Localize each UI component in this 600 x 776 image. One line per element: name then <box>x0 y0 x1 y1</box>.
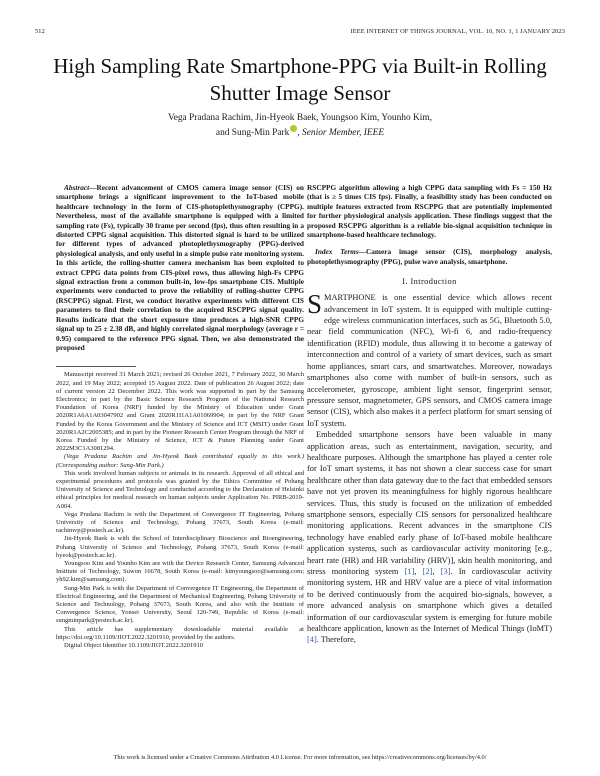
author-line-2 <box>60 125 540 140</box>
section-heading-introduction: I. Introduction <box>402 277 457 287</box>
intro-paragraph-2-text-c: . Therefore, <box>316 635 356 645</box>
citation-separator-2: , <box>432 567 441 576</box>
footnote-contribution: (Vega Pradana Rachim and Jin-Hyeok Baek contributed equally to this work.) (Corresponding author: Sung-Min Park.) <box>56 453 304 469</box>
intro-paragraph-1 <box>307 289 552 429</box>
abstract-continued: RSCPPG algorithm allowing a high CPPG data sampling with Fs = 150 Hz (that is ≥ 5 times CIS fps). Finally, a feasibility study has been conducted on multiple features extracted from RSCPPG that are potentially implemented for further physiological analysis application. These findings suggest that the proposed RSCPPG algorithm is a reliable bio-signal acquisition technique in smartphone-based healthcare technology. <box>307 183 552 240</box>
abstract-label: Abstract <box>64 183 90 192</box>
author-line-1: Vega Pradana Rachim, Jin-Hyeok Baek, Youngsoo Kim, Younho Kim, <box>167 113 433 123</box>
author-block <box>60 112 540 140</box>
index-terms-label: Index Terms <box>315 247 359 257</box>
abstract-text-left: Recent advancement of CMOS camera image sensor (CIS) on smartphone brings a significant improvement to the IoT-based mobile healthcare technology in the form of CIS-photoplethysmography (CPPG). Nevertheless, most of the available smartphone is equipped with a limited sampling rate (Fs), typically 30 frame per second (fps), thus often resulting in a distorted CPPG signal acquisition. This distorted signal is hard to be utilized for different types of advanced photoplethysmography (PPG)-derived physiological analysis, and only useful in a simple pulse rate monitoring system. In this article, the rolling-shutter camera mechanism has been exploited to extract CPPG data points from CIS-pixel rows, thus allowing high-Fs CPPG signal extraction from a common built-in, low-fps smartphone CIS. Multiple experiments were conducted to prove the reliability of rolling-shutter CPPG (RSCPPG) signal. First, we conduct iterative experiments with different CIS parameters to find their correlation to the acquired RSCPPG signal quality. Results indicate that the short exposure time produces a high-SNR CPPG signal up to 25 ± 2.38 dB, and highly correlated signal morphology (average r = 0.95) compared to the reference PPG signal. Then, we also demonstrated the proposed <box>56 183 304 352</box>
citation-link-1[interactable]: [1] <box>404 567 415 576</box>
index-terms-text: Camera image sensor (CIS), morphology analysis, photoplethysmography (PPG), pulse wave analysis, smartphone. <box>307 247 553 266</box>
footnote-author-baek: Jin-Hyeok Baek is with the School of Interdisciplinary Bioscience and Bioengineering, Pohang University of Science and Technology, Pohang 37673, South Korea (e-mail: hyeok@postech.ac.kr). <box>56 535 304 559</box>
footnote-author-rachim: Vega Pradana Rachim is with the Department of Convergence IT Engineering, Pohang University of Science and Technology, Pohang 37673, South Korea (e-mail: rachimvp@postech.ac.kr). <box>56 510 304 535</box>
footnote-manuscript: Manuscript received 31 March 2021; revised 26 October 2021, 7 February 2022, 30 March 2022, and 19 May 2022; accepted 15 August 2022. Date of publication 26 August 2022; date of current version 22 December 2022. This work was supported in part by the Samsung Electronics; in part by the Basic Science Research Program of the National Research Foundation of Korea (NRF) funded by the Ministry of Education under Grant 2020R1A6A1A03047902 and Grant 2020R1I1A1A01069904; in part by the NRF Grant Funded by the Korea Government and the Ministry of Science and ICT (MSIT) under Grant 2020R1A2C2005385; and in part by the Pioneer Research Center Program through the NRF of Korea Funded by the Ministry of Science, ICT & Future Planning under Grant 2022M3C1A3081294. <box>56 371 304 453</box>
citation-link-2[interactable]: [2] <box>422 567 433 576</box>
intro-paragraph-2 <box>307 429 552 646</box>
intro-paragraph-2-text-a: Embedded smartphone sensors have been valuable in many application areas, such as entertainment, navigation, security, and healthcare purposes. Although the smartphone has played a center role for IoT smart systems, it has not shown a clear success case for smart healthcare other than data gateway due to the fact that embedded sensors have not yet proven its meaningfulness for highly rigorous healthcare services. Thus, this study is focused on the utilization of embedded smartphone sensors, especially CIS sensors for personalized healthcare monitoring applications. Recent advances in the smartphone CIS technology have enabled early phase of IoT-based mobile healthcare application systems, such as cardiovascular activity monitoring [e.g., heart rate (HR) and HR variability (HRV)], skin health monitoring, and stress monitoring system <box>307 430 552 576</box>
footnote-ethics: This work involved human subjects or animals in its research. Approval of all ethical and experimental procedures and protocols was granted by the Ethics Committee of Pohang University of Science and Technology and conducted according to the Declaration of Helsinki ethical principles for medical research on human subjects under Application No. PIRB-2019-A004. <box>56 469 304 510</box>
citation-separator-1: , <box>414 567 423 576</box>
author-membership: , Senior Member, IEEE <box>297 128 385 138</box>
intro-paragraph-1-text: MARTPHONE is one essential device which allows recent advancement in IoT system. It is equipped with multiple cutting-edge wireless communication interfaces, such as 5G, Bluetooth 5.0, near field communication (NFC), Wi-fi 6, and radio-frequency identification (RFID) module, thus allowing it to become a gateway of interconnection and control of a variety of smart devices, such as smart home appliances, smart cars, and smartwatches. Moreover, nowadays smartphones also come with number of built-in sensors, such as accelerometer, gyroscope, ambient light sensor, fingerprint sensor, pressure sensor, magnetometer, GPS sensors, and CMOS camera image sensor (CIS), which also makes it a perfect platform for smart sensing of IoT system. <box>307 293 552 428</box>
footnote-author-kim: Youngsoo Kim and Younho Kim are with the Device Research Center, Samsung Advanced Institute of Technology, Suwon 16678, South Korea (e-mail: kimyoungsoo@samsung.com; yh92.kim@samsung.com). <box>56 559 304 584</box>
license-footer: This work is licensed under a Creative Commons Attribution 4.0 License. For more information, see https://creativecommons.org/licenses/by/4.0/ <box>113 754 487 761</box>
page-number: 512 <box>35 28 45 35</box>
right-column <box>307 183 552 646</box>
index-terms: Index Terms—Camera image sensor (CIS), morphology analysis, photoplethysmography (PPG), pulse wave analysis, smartphone. <box>307 247 553 266</box>
footnote-author-park: Sung-Min Park is with the Department of Convergence IT Engineering, the Department of Electrical Engineering, and the Department of Mechanical Engineering, Pohang University of Science and Technology, Pohang 37673, South Korea, and also with the Institute of Convergence Science, Yonsei University, Seoul 120-749, Republic of Korea (e-mail: sungminpark@postech.ac.kr). <box>56 584 304 625</box>
left-column <box>56 183 304 650</box>
footnote-supplementary: This article has supplementary downloadable material available at https://doi.org/10.1109/JIOT.2022.3201910, provided by the authors. <box>56 625 304 641</box>
footnotes <box>56 371 304 650</box>
footnote-doi: Digital Object Identifier 10.1109/JIOT.2022.3201910 <box>64 642 204 650</box>
citation-link-4[interactable]: [4] <box>307 635 317 645</box>
journal-header: IEEE INTERNET OF THINGS JOURNAL, VOL. 10, NO. 1, 1 JANUARY 2023 <box>350 28 565 35</box>
footnote-divider <box>56 366 136 367</box>
paper-title: High Sampling Rate Smartphone-PPG via Built-in Rolling Shutter Image Sensor <box>53 54 547 105</box>
dropcap-letter: S <box>307 289 323 320</box>
citation-link-3[interactable]: [3] <box>440 567 451 576</box>
intro-paragraph-2-text-b: . In cardiovascular activity monitoring system, HR and HRV value are a piece of vital information to be derived continuously from the acquired bio-signals, however, a more advanced analysis on smartphone which gives a detailed information of our cardiovascular system is emerging for future mobile healthcare application, known as the Internet of Medical Things (IoMT) <box>307 567 553 634</box>
author-line-2-names: and Sung-Min Park <box>215 128 290 138</box>
abstract: Abstract—Recent advancement of CMOS camera image sensor (CIS) on smartphone brings a significant improvement to the IoT-based mobile healthcare technology in the form of CIS-photoplethysmography (CPPG). Nevertheless, most of the available smartphone is equipped with a limited sampling rate (Fs), typically 30 frame per second (fps), thus often resulting in a distorted CPPG signal acquisition. This distorted signal is hard to be utilized for different types of advanced photoplethysmography (PPG)-derived physiological analysis, and only useful in a simple pulse rate monitoring system. In this article, the rolling-shutter camera mechanism has been exploited to extract CPPG data points from CIS-pixel rows, thus allowing high-Fs CPPG signal extraction from a common built-in, low-fps smartphone CIS. Multiple experiments were conducted to prove the reliability of rolling-shutter CPPG (RSCPPG) signal. First, we conduct iterative experiments with different CIS parameters to find their correlation to the acquired RSCPPG signal quality. Results indicate that the short exposure time produces a high-SNR CPPG signal up to 25 ± 2.38 dB, and highly correlated signal morphology (average r = 0.95) compared to the reference PPG signal. Then, we also demonstrated the proposed <box>56 183 304 352</box>
